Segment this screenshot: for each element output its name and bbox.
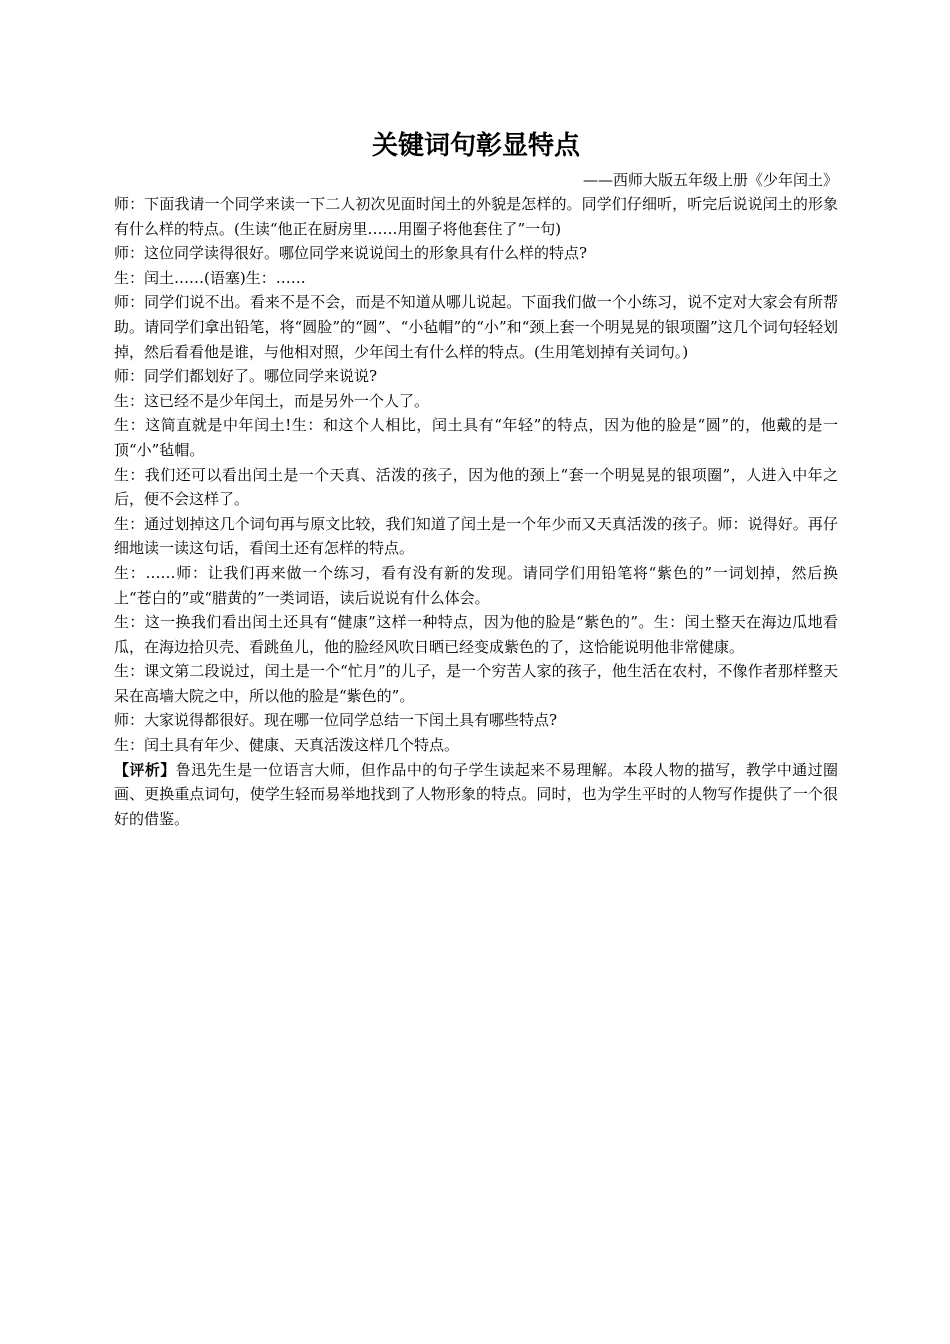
review-paragraph bbox=[114, 758, 838, 832]
paragraph-13: 师：大家说得都很好。现在哪一位同学总结一下闰土具有哪些特点? bbox=[114, 711, 558, 730]
paragraph-1: 师：下面我请一个同学来读一下二人初次见面时闰土的外貌是怎样的。同学们仔细听，听完后说说闰土的形象有什么样的特点。(生读“他正在厨房里……用圈子将他套住了”一句) bbox=[114, 195, 838, 238]
paragraph-9: 生：通过划掉这几个词句再与原文比较，我们知道了闰土是一个年少而又天真活泼的孩子。师：说得好。再仔细地读一读这句话，看闰土还有怎样的特点。 bbox=[114, 514, 838, 558]
review-label: 【评析】 bbox=[114, 760, 176, 779]
paragraph-8: 生：我们还可以看出闰土是一个天真、活泼的孩子，因为他的颈上“套一个明晃晃的银项圈”，人进入中年之后，便不会这样了。 bbox=[114, 465, 838, 509]
document-subtitle: ——西师大版五年级上册《少年闰土》 bbox=[582, 171, 838, 189]
paragraph-10: 生：……师：让我们再来做一个练习，看有没有新的发现。请同学们用铅笔将“紫色的”一词划掉，然后换上“苍白的”或“腊黄的”一类词语，读后说说有什么体会。 bbox=[114, 563, 838, 607]
paragraph-12: 生：课文第二段说过，闰土是一个“忙月”的儿子，是一个穷苦人家的孩子，他生活在农村，不像作者那样整天呆在高墙大院之中，所以他的脸是“紫色的”。 bbox=[114, 662, 838, 705]
document-page bbox=[114, 128, 838, 831]
paragraph-2: 师：这位同学读得很好。哪位同学来说说闰土的形象具有什么样的特点? bbox=[114, 244, 588, 263]
paragraph-6: 生：这已经不是少年闰土，而是另外一个人了。 bbox=[114, 391, 430, 410]
paragraph-7: 生：这简直就是中年闰土!生：和这个人相比，闰土具有“年轻”的特点，因为他的脸是“圆”的，他戴的是一顶“小”毡帽。 bbox=[114, 416, 838, 459]
paragraph-5: 师：同学们都划好了。哪位同学来说说? bbox=[114, 367, 378, 386]
paragraph-3: 生：闰土……(语塞)生：…… bbox=[114, 268, 306, 287]
paragraph-14: 生：闰土具有年少、健康、天真活泼这样几个特点。 bbox=[114, 736, 460, 755]
paragraph-4: 师：同学们说不出。看来不是不会，而是不知道从哪儿说起。下面我们做一个小练习，说不定对大家会有所帮助。请同学们拿出铅笔，将“圆脸”的“圆”、“小毡帽”的“小”和“颈上套一个明晃晃的银项圈”这几个词句轻轻划掉，然后看看他是谁，与他相对照，少年闰土有什么样的特点。(生用笔划掉有关词句。) bbox=[114, 293, 838, 361]
review-text: 鲁迅先生是一位语言大师，但作品中的句子学生读起来不易理解。本段人物的描写，教学中通过圈画、更换重点词句，使学生轻而易举地找到了人物形象的特点。同时，也为学生平时的人物写作提供了一个很好的借鉴。 bbox=[114, 760, 838, 828]
document-title: 关键词句彰显特点 bbox=[371, 131, 580, 161]
paragraph-11: 生：这一换我们看出闰土还具有“健康”这样一种特点，因为他的脸是“紫色的”。生：闰土整天在海边瓜地看瓜，在海边拾贝壳、看跳鱼儿，他的脸经风吹日晒已经变成紫色的了，这恰能说明他非常健康。 bbox=[114, 613, 838, 656]
